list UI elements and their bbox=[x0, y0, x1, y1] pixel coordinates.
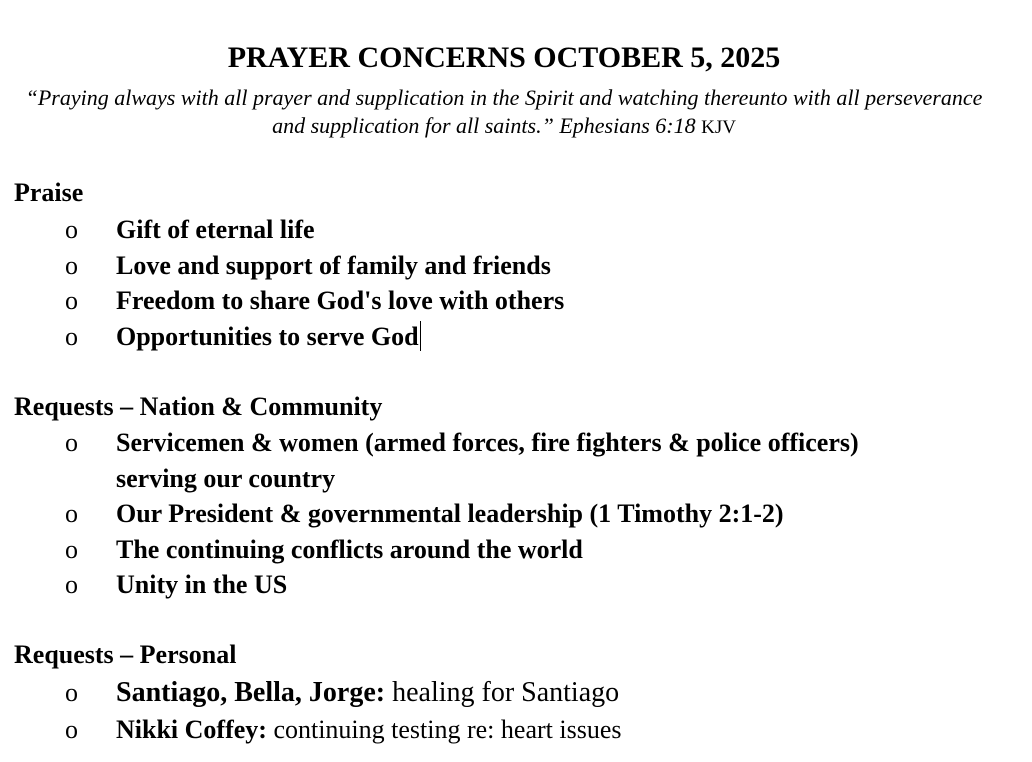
nation-item-text: Servicemen & women (armed forces, fire fighters & police officers) serving our country bbox=[116, 428, 859, 493]
bullet-icon: o bbox=[65, 215, 78, 244]
request-note: healing for Santiago bbox=[385, 677, 620, 708]
nation-item-text: The continuing conflicts around the world bbox=[116, 534, 583, 564]
person-name: Nikki Coffey: bbox=[116, 715, 267, 744]
praise-item-text: Gift of eternal life bbox=[116, 215, 315, 244]
person-name: Santiago, Bella, Jorge: bbox=[116, 677, 386, 708]
nation-item-text: Unity in the US bbox=[116, 570, 288, 599]
nation-requests-list bbox=[0, 425, 916, 603]
text-cursor bbox=[420, 321, 421, 351]
personal-requests-heading: Requests – Personal bbox=[14, 640, 237, 669]
list-item bbox=[0, 711, 916, 748]
bullet-icon: o bbox=[65, 678, 78, 707]
bullet-icon: o bbox=[65, 321, 78, 351]
nation-requests-heading: Requests – Nation & Community bbox=[14, 392, 383, 421]
list-item bbox=[0, 248, 916, 284]
praise-item-text: Love and support of family and friends bbox=[116, 250, 551, 280]
praise-item-text: Freedom to share God's love with others bbox=[116, 286, 565, 315]
list-item bbox=[0, 674, 916, 711]
list-item bbox=[0, 567, 916, 603]
verse-version: KJV bbox=[701, 117, 736, 138]
list-item bbox=[0, 319, 916, 355]
nation-item-text: Our President & governmental leadership (1 Timothy 2:1-2) bbox=[116, 499, 784, 528]
bullet-icon: o bbox=[65, 286, 78, 315]
bullet-icon: o bbox=[65, 428, 78, 457]
scripture-verse bbox=[20, 84, 988, 142]
praise-heading: Praise bbox=[14, 178, 84, 207]
request-note: continuing testing re: heart issues bbox=[266, 715, 622, 744]
list-item bbox=[0, 212, 916, 248]
praise-list bbox=[0, 212, 916, 354]
list-item bbox=[0, 425, 916, 496]
verse-text: “Praying always with all prayer and supplication in the Spirit and watching thereunto with all perseverance and supplication for all saints.” Ephesians 6:18 bbox=[25, 85, 983, 138]
bullet-icon: o bbox=[65, 499, 78, 528]
list-item bbox=[0, 283, 916, 319]
list-item bbox=[0, 496, 916, 532]
bullet-icon: o bbox=[65, 250, 78, 280]
bullet-icon: o bbox=[65, 534, 78, 564]
bullet-icon: o bbox=[65, 715, 78, 744]
praise-item-text: Opportunities to serve God bbox=[116, 321, 419, 351]
bullet-icon: o bbox=[65, 570, 78, 599]
document-title: PRAYER CONCERNS OCTOBER 5, 2025 bbox=[227, 41, 781, 74]
personal-requests-list bbox=[0, 674, 916, 748]
list-item bbox=[0, 532, 916, 568]
